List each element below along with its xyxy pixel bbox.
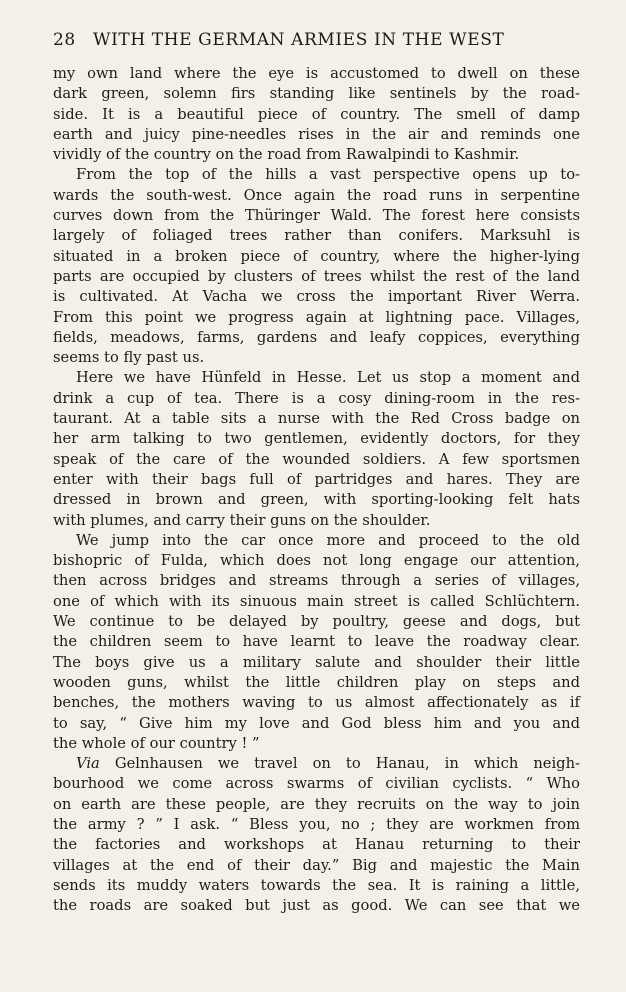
text-line: We jump into the car once more and proceed to the old [76, 531, 580, 549]
text-line: benches, the mothers waving to us almost affectionately as if [53, 694, 580, 712]
text-line: my own land where the eye is accustomed to dwell on these [53, 65, 580, 82]
text-line [53, 754, 580, 774]
text-line: seems to fly past us. [53, 349, 205, 367]
text-line: largely of foliaged trees rather than conifers. Marksuhl is [53, 227, 580, 245]
line-rest: Gelnhausen we travel on to Hanau, in which neigh- [99, 755, 580, 773]
text-line: with plumes, and carry their guns on the shoulder. [53, 511, 431, 529]
text-line: speak of the care of the wounded soldiers. A few sportsmen [53, 450, 580, 468]
text-line: bourhood we come across swarms of civilian cyclists. “ Who [53, 775, 580, 793]
paragraph-4 [53, 531, 580, 754]
italic-lead-word: Via [76, 755, 100, 773]
text-line: curves down from the Thüringer Wald. The forest here consists [53, 207, 580, 225]
text-line: Here we have Hünfeld in Hesse. Let us stop a moment and [76, 369, 580, 387]
text-line: The boys give us a military salute and shoulder their little [53, 653, 580, 671]
paragraph-3 [53, 368, 580, 530]
text-line: bishopric of Fulda, which does not long engage our attention, [53, 552, 580, 570]
text-line: her arm talking to two gentlemen, evidently doctors, for they [53, 430, 580, 448]
body-text [53, 64, 580, 916]
text-line: side. It is a beautiful piece of country. The smell of damp [53, 105, 580, 123]
text-line: taurant. At a table sits a nurse with the Red Cross badge on [53, 410, 580, 428]
text-line: wooden guns, whilst the little children play on steps and [53, 673, 580, 691]
text-line: is cultivated. At Vacha we cross the important River Werra. [53, 288, 580, 306]
text-line: vividly of the country on the road from Rawalpindi to Kashmir. [53, 146, 520, 164]
text-line: dark green, solemn firs standing like sentinels by the road- [53, 85, 580, 103]
page-number: 28 [53, 30, 76, 50]
text-line: the factories and workshops at Hanau returning to their [53, 836, 580, 854]
text-line: sends its muddy waters towards the sea. It is raining a little, [53, 876, 580, 894]
text-line: earth and juicy pine-needles rises in the air and reminds one [53, 125, 580, 143]
text-line: on earth are these people, are they recruits on the way to join [53, 795, 580, 813]
text-line: villages at the end of their day.” Big and majestic the Main [53, 856, 580, 874]
text-line: the children seem to have learnt to leave the roadway clear. [53, 633, 580, 651]
text-line: the army ? ” I ask. “ Bless you, no ; they are workmen from [53, 815, 580, 833]
text-line: situated in a broken piece of country, where the higher-lying [53, 247, 580, 265]
text-line: wards the south-west. Once again the road runs in serpentine [53, 186, 580, 204]
paragraph-2 [53, 165, 580, 368]
text-line: From this point we progress again at lightning pace. Villages, [53, 308, 580, 326]
text-line: to say, “ Give him my love and God bless him and you and [53, 714, 580, 732]
text-line: From the top of the hills a vast perspective opens up to- [76, 166, 580, 184]
text-line: parts are occupied by clusters of trees whilst the rest of the land [53, 267, 580, 285]
paragraph-5 [53, 754, 580, 916]
text-line: enter with their bags full of partridges and hares. They are [53, 470, 580, 488]
text-line: then across bridges and streams through a series of villages, [53, 572, 580, 590]
text-line: one of which with its sinuous main street is called Schlüchtern. [53, 592, 580, 610]
paragraph-1 [53, 64, 580, 165]
text-line: fields, meadows, farms, gardens and leafy coppices, everything [53, 328, 580, 346]
text-line: drink a cup of tea. There is a cosy dining-room in the res- [53, 389, 580, 407]
text-line: We continue to be delayed by poultry, geese and dogs, but [53, 613, 580, 631]
text-line: dressed in brown and green, with sporting-looking felt hats [53, 491, 580, 509]
running-title: WITH THE GERMAN ARMIES IN THE WEST [93, 30, 505, 50]
running-header [53, 30, 553, 50]
text-line: the roads are soaked but just as good. We can see that we [53, 897, 580, 915]
text-line: the whole of our country ! ” [53, 734, 260, 752]
